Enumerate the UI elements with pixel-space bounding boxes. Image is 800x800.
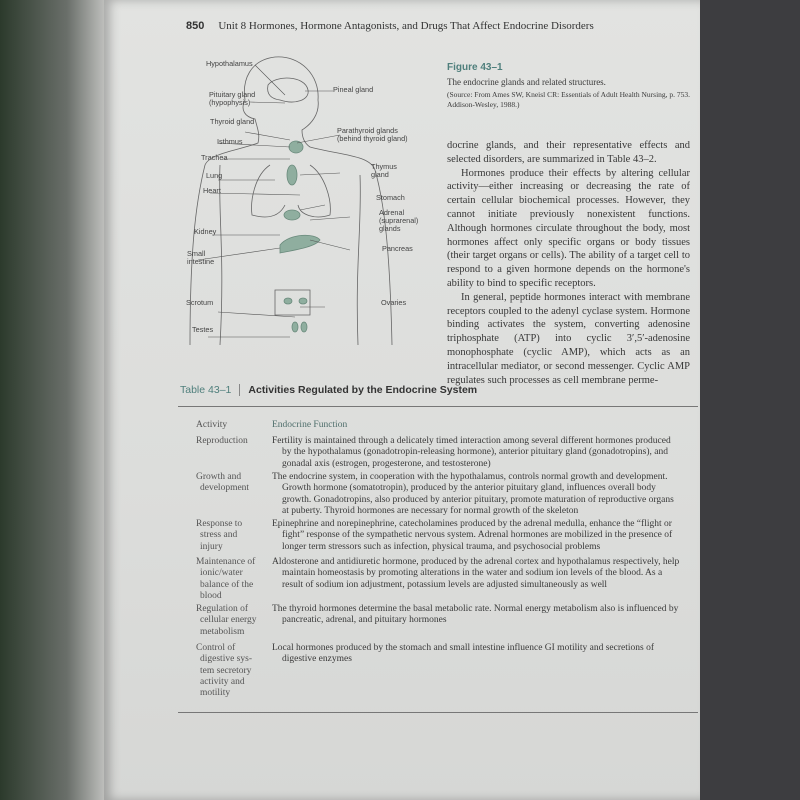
activity-line: Growth and (196, 472, 242, 482)
paragraph: Hormones produce their effects by altering cellular activity—either increasing or decreasing the rate of certain cellular biochemical processes. However, they cannot initiate previously nonexistent functions. Although hormones circulate throughout the body, most hormones affect only specific organs or body tissues (their target organs or cells). The ability of a target cell to respond to a given hormone depends on the hormone's ability to bind to specific receptors. (447, 167, 690, 289)
function-cell: Epinephrine and norepinephrine, catecholamines produced by the adrenal medulla, enhance the “flight or fight” response of the sympathetic nervous system. Adrenal hormones are mobilized in the presence of longer term stressors such as infection, physical trauma, and psychosocial problems (272, 519, 673, 552)
activity-line: Response to (196, 519, 243, 529)
label-hypothalamus: Hypothalamus (206, 59, 253, 68)
page-number: 850 (186, 20, 205, 32)
activity-line: motility (200, 688, 231, 699)
label-ovaries: Ovaries (381, 298, 407, 307)
label-pineal: Pineal gland (333, 85, 374, 94)
function-cell: Aldosterone and antidiuretic hormone, produced by the adrenal cortex and hypothalamus respectively, help maintain homeostasis by promoting alterations in the water and sodium ion levels of the blood. As a result of sodium ion adjustment, potassium levels are adjusted simultaneously as well (272, 557, 680, 590)
paragraph: In general, peptide hormones interact with membrane receptors coupled to the adenyl cyclase system. Hormone binding activates the system, converting adenosine triphosphate (ATP) into cyclic 3′,5′-adenosine monophosphate (cyclic AMP), which acts as an intracellular mediator, or second messenger. Cyclic AMP regulates such processes as cell membrane perme- (447, 291, 690, 386)
label-scrotum: Scrotum (186, 298, 214, 307)
activity-cell (196, 436, 272, 447)
activity-line: injury (200, 541, 223, 552)
label-thymus: Thymus (371, 162, 397, 171)
figure-caption: The endocrine glands and related structures. (447, 77, 606, 87)
activity-cell (196, 519, 272, 553)
label-lung: Lung (206, 171, 223, 180)
activity-cell (196, 472, 272, 495)
activity-line: blood (200, 590, 222, 601)
column-header-activity: Activity (196, 420, 228, 430)
figure-label: Figure 43–1 (447, 62, 503, 73)
book-page-edges (0, 0, 112, 800)
activity-line: ionic/water (200, 568, 243, 579)
table-title: Activities Regulated by the Endocrine System (248, 384, 478, 396)
table-bottom-rule (178, 712, 698, 713)
function-cell: The thyroid hormones determine the basal metabolic rate. Normal energy metabolism also is influenced by pancreatic, adrenal, and pituitary hormones (272, 604, 679, 626)
running-header (186, 20, 594, 32)
table-top-rule (178, 406, 698, 407)
label-small-intestine: Small (187, 249, 206, 258)
activity-line: digestive sys- (200, 654, 252, 665)
column-header-function: Endocrine Function (272, 420, 348, 430)
background (700, 0, 800, 800)
activity-line: Control of (196, 643, 236, 653)
activity-line: activity and (200, 676, 245, 687)
label-parathyroid-2: (behind thyroid gland) (337, 134, 408, 143)
activity-line: Maintenance of (196, 557, 256, 567)
activity-line: cellular energy (200, 615, 257, 626)
activity-cell (196, 604, 272, 638)
label-thyroid: Thyroid gland (210, 117, 255, 126)
label-adrenal-2: (suprarenal) (379, 216, 419, 225)
label-stomach: Stomach (376, 193, 405, 202)
label-pituitary-2: (hypophysis) (209, 98, 251, 107)
label-trachea: Trachea (201, 153, 228, 162)
function-cell: The endocrine system, in cooperation with the hypothalamus, controls normal growth and development. Growth hormone (somatotropin), produced by the anterior pituitary gland, influences overall body growth. Gonadotropins, also produced by anterior pituitary, promote maturation of reproductive organs at puberty. Thyroid hormones are necessary for normal growth of the skeleton (272, 472, 674, 516)
label-adrenal: Adrenal (379, 208, 405, 217)
label-kidney: Kidney (194, 227, 217, 236)
label-adrenal-3: glands (379, 224, 401, 233)
label-parathyroid: Parathyroid glands (337, 126, 398, 135)
activity-line: metabolism (200, 626, 245, 637)
label-heart: Heart (203, 186, 221, 195)
label-isthmus: Isthmus (217, 137, 243, 146)
figure-source: (Source: From Ames SW, Kneisl CR: Essentials of Adult Health Nursing, p. 753. Addison-Wesley, 1988.) (447, 90, 691, 109)
label-pituitary: Pituitary gland (209, 90, 256, 99)
label-testes: Testes (192, 325, 214, 334)
label-thymus-2: gland (371, 170, 389, 179)
body-text (447, 139, 690, 387)
running-title: Unit 8 Hormones, Hormone Antagonists, and Drugs That Affect Endocrine Disorders (218, 20, 594, 32)
table-number: Table 43–1 (180, 384, 240, 396)
function-cell: Local hormones produced by the stomach and small intestine influence GI motility and secretions of digestive enzymes (272, 643, 655, 665)
activity-line: Regulation of (196, 604, 248, 614)
activity-line: tem secretory (200, 665, 252, 676)
activity-cell (196, 643, 272, 699)
label-pancreas: Pancreas (382, 244, 413, 253)
activity-line: stress and (200, 530, 238, 541)
activity-cell (196, 557, 272, 602)
table-caption (180, 384, 477, 396)
activity-line: balance of the (200, 579, 254, 590)
label-small-intestine-2: intestine (187, 257, 215, 266)
activity-line: Reproduction (196, 436, 248, 446)
paragraph: docrine glands, and their representative effects and selected disorders, are summarized in Table 43–2. (447, 140, 690, 165)
activity-line: development (200, 483, 250, 494)
function-cell: Fertility is maintained through a delicately timed interaction among several different hormones produced by the hypothalamus (gonadotropin-releasing hormone), anterior pituitary gland (gonadotropins), and gonadal axis (estrogen, progesterone, and testosterone) (272, 436, 671, 469)
